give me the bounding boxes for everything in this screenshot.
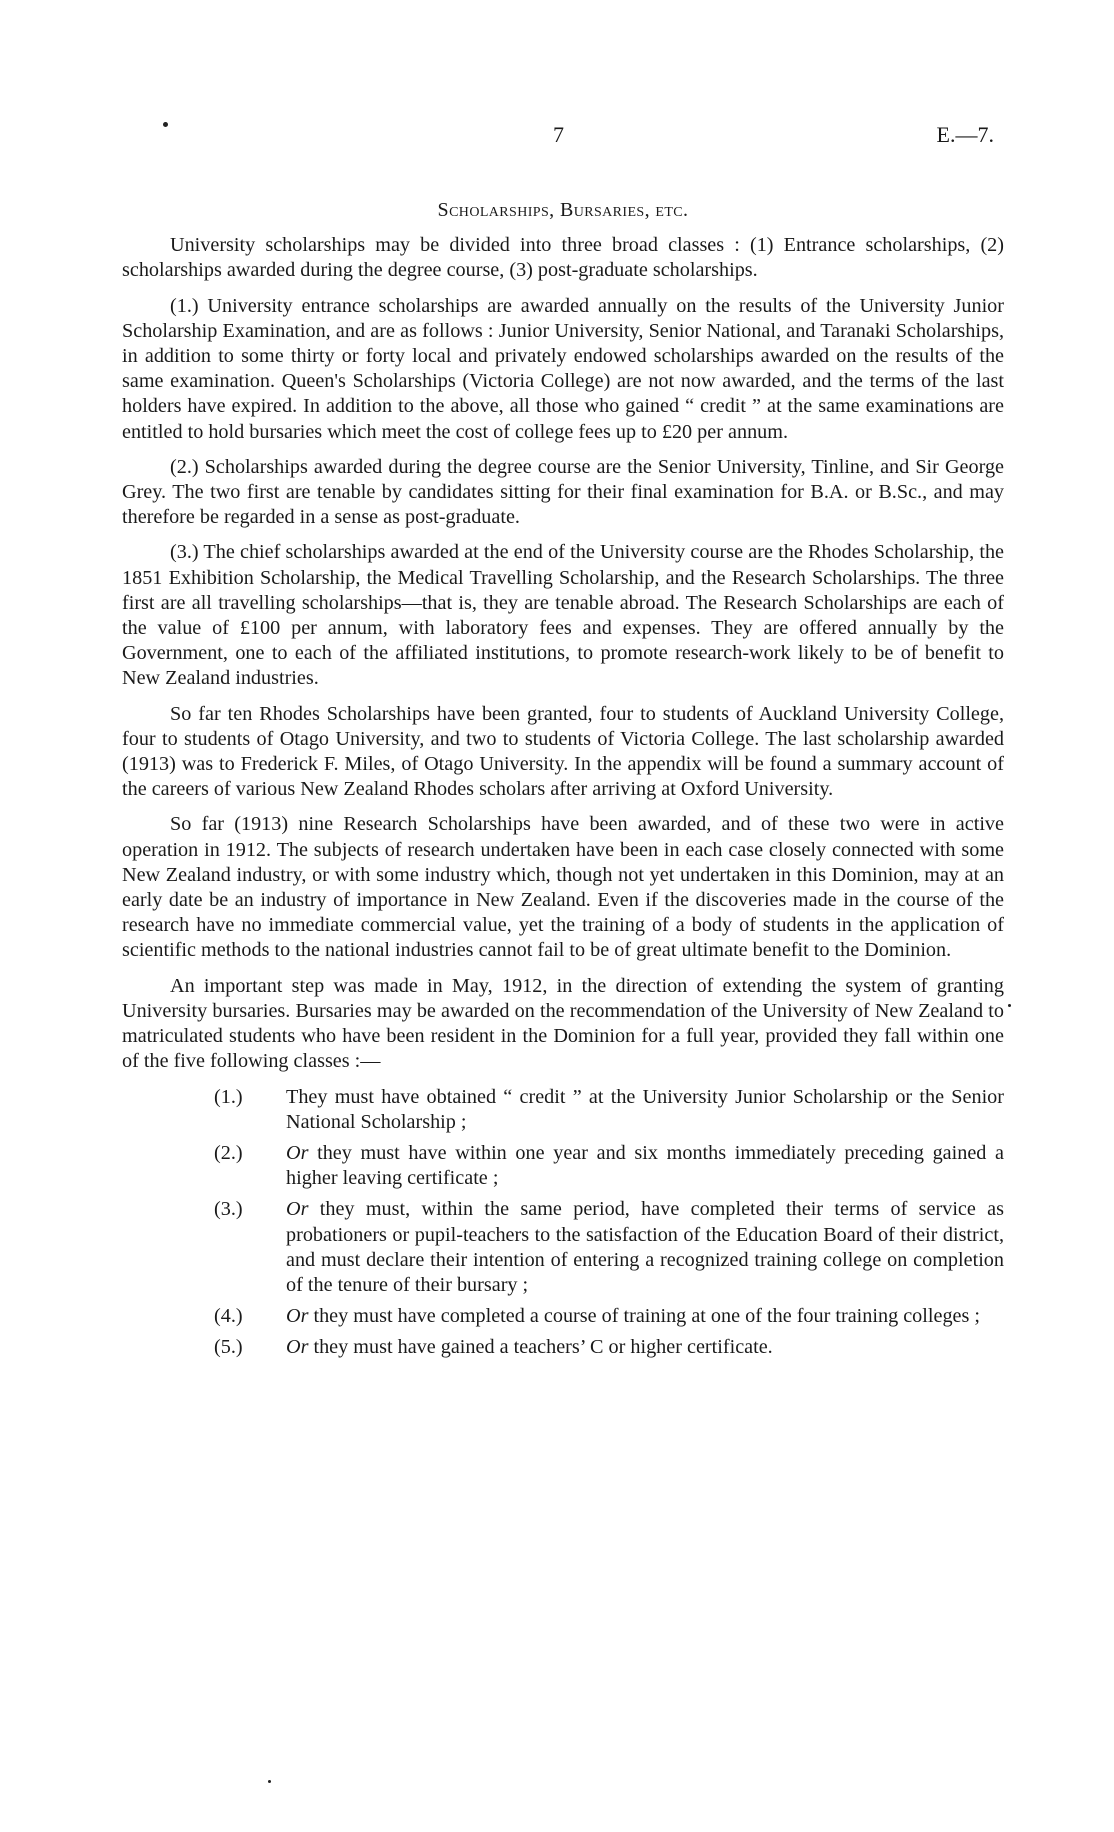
page-header	[0, 122, 1114, 152]
paragraph-intro: University scholarships may be divided into three broad classes : (1) Entrance scholarships, (2) scholarships awarded during the degree course, (3) post-graduate scholarships.	[122, 234, 1004, 282]
ink-speck-bottom	[268, 1780, 271, 1783]
list-item-number: (1.)	[214, 1085, 243, 1108]
page-body	[122, 198, 1004, 1367]
paragraph-rhodes-scholarships: So far ten Rhodes Scholarships have been granted, four to students of Auckland University College, four to students of Otago University, and two to students of Victoria College. The last scholarship awarded (1913) was to Frederick F. Miles, of Otago University. In the appendix will be found a summary account of the careers of various New Zealand Rhodes scholars after arriving at Oxford University.	[122, 702, 1004, 801]
list-item-number: (2.)	[214, 1141, 243, 1164]
list-item-lead: Or	[286, 1141, 309, 1164]
paragraph-research-scholarships: So far (1913) nine Research Scholarships have been awarded, and of these two were in active operation in 1912. The subjects of research undertaken have been in each case closely connected with some New Zealand industry, or with some industry which, though not yet undertaken in this Dominion, may at an early date be an industry of importance in New Zealand. Even if the discoveries made in the course of the research have no immediate commercial value, yet the training of a body of students in the application of scientific methods to the national industries cannot fail to be of great ultimate benefit to the Dominion.	[122, 813, 1004, 962]
list-item	[122, 1304, 1004, 1329]
document-reference: E.—7.	[936, 122, 994, 147]
list-item	[122, 1197, 1004, 1298]
list-item-text: they must have gained a teachers’ C or higher certificate.	[308, 1336, 773, 1359]
section-title: Scholarships, Bursaries, etc.	[437, 199, 689, 221]
bursary-classes-list	[122, 1085, 1004, 1361]
paragraph-degree-scholarships: (2.) Scholarships awarded during the degree course are the Senior University, Tinline, and Sir George Grey. The two first are tenable by candidates sitting for their final examination for B.A. or B.Sc., and may therefore be regarded in a sense as post-graduate.	[122, 455, 1004, 529]
ink-speck-right	[1008, 1004, 1011, 1007]
paragraph-bursaries: An important step was made in May, 1912, in the direction of extending the system of granting University bursaries. Bursaries may be awarded on the recommendation of the University of New Zealand to matriculated students who have been resident in the Dominion for a full year, provided they fall within one of the five following classes :—	[122, 974, 1004, 1073]
list-item	[122, 1335, 1004, 1360]
list-item	[122, 1141, 1004, 1191]
page-number: 7	[553, 122, 564, 147]
list-item-text: They must have obtained “ credit ” at the University Junior Scholarship or the Senior National Scholarship ;	[286, 1085, 1004, 1133]
list-item-lead: Or	[286, 1198, 309, 1221]
list-item-number: (5.)	[214, 1336, 243, 1359]
list-item-text: they must have completed a course of training at one of the four training colleges ;	[308, 1305, 981, 1328]
list-item-text: they must have within one year and six months immediately preceding gained a higher leaving certificate ;	[286, 1141, 1004, 1190]
list-item-lead: Or	[286, 1336, 309, 1359]
paragraph-postgraduate-scholarships: (3.) The chief scholarships awarded at the end of the University course are the Rhodes Scholarship, the 1851 Exhibition Scholarship, the Medical Travelling Scholarship, and the Research Scholarships. The three first are all travelling scholarships—that is, they are tenable abroad. The Research Scholarships are each of the value of £100 per annum, with laboratory fees and expenses. They are offered annually by the Government, one to each of the affiliated institutions, to promote research-work likely to be of benefit to New Zealand industries.	[122, 541, 1004, 690]
list-item-text: they must, within the same period, have completed their terms of service as probationers or pupil-teachers to the satisfaction of the Education Board of their district, and must declare their intention of entering a recognized training college on completion of the tenure of their bursary ;	[286, 1198, 1004, 1296]
list-item-number: (4.)	[214, 1305, 243, 1328]
paragraph-entrance-scholarships: (1.) University entrance scholarships are awarded annually on the results of the University Junior Scholarship Examination, and are as follows : Junior University, Senior National, and Taranaki Scholarships, in addition to some thirty or forty local and privately endowed scholarships awarded on the results of the same examination. Queen's Scholarships (Victoria College) are not now awarded, and the terms of the last holders have expired. In addition to the above, all those who gained “ credit ” at the same examinations are entitled to hold bursaries which meet the cost of college fees up to £20 per annum.	[122, 294, 1004, 443]
list-item-number: (3.)	[214, 1198, 243, 1221]
list-item	[122, 1085, 1004, 1135]
list-item-lead: Or	[286, 1305, 309, 1328]
